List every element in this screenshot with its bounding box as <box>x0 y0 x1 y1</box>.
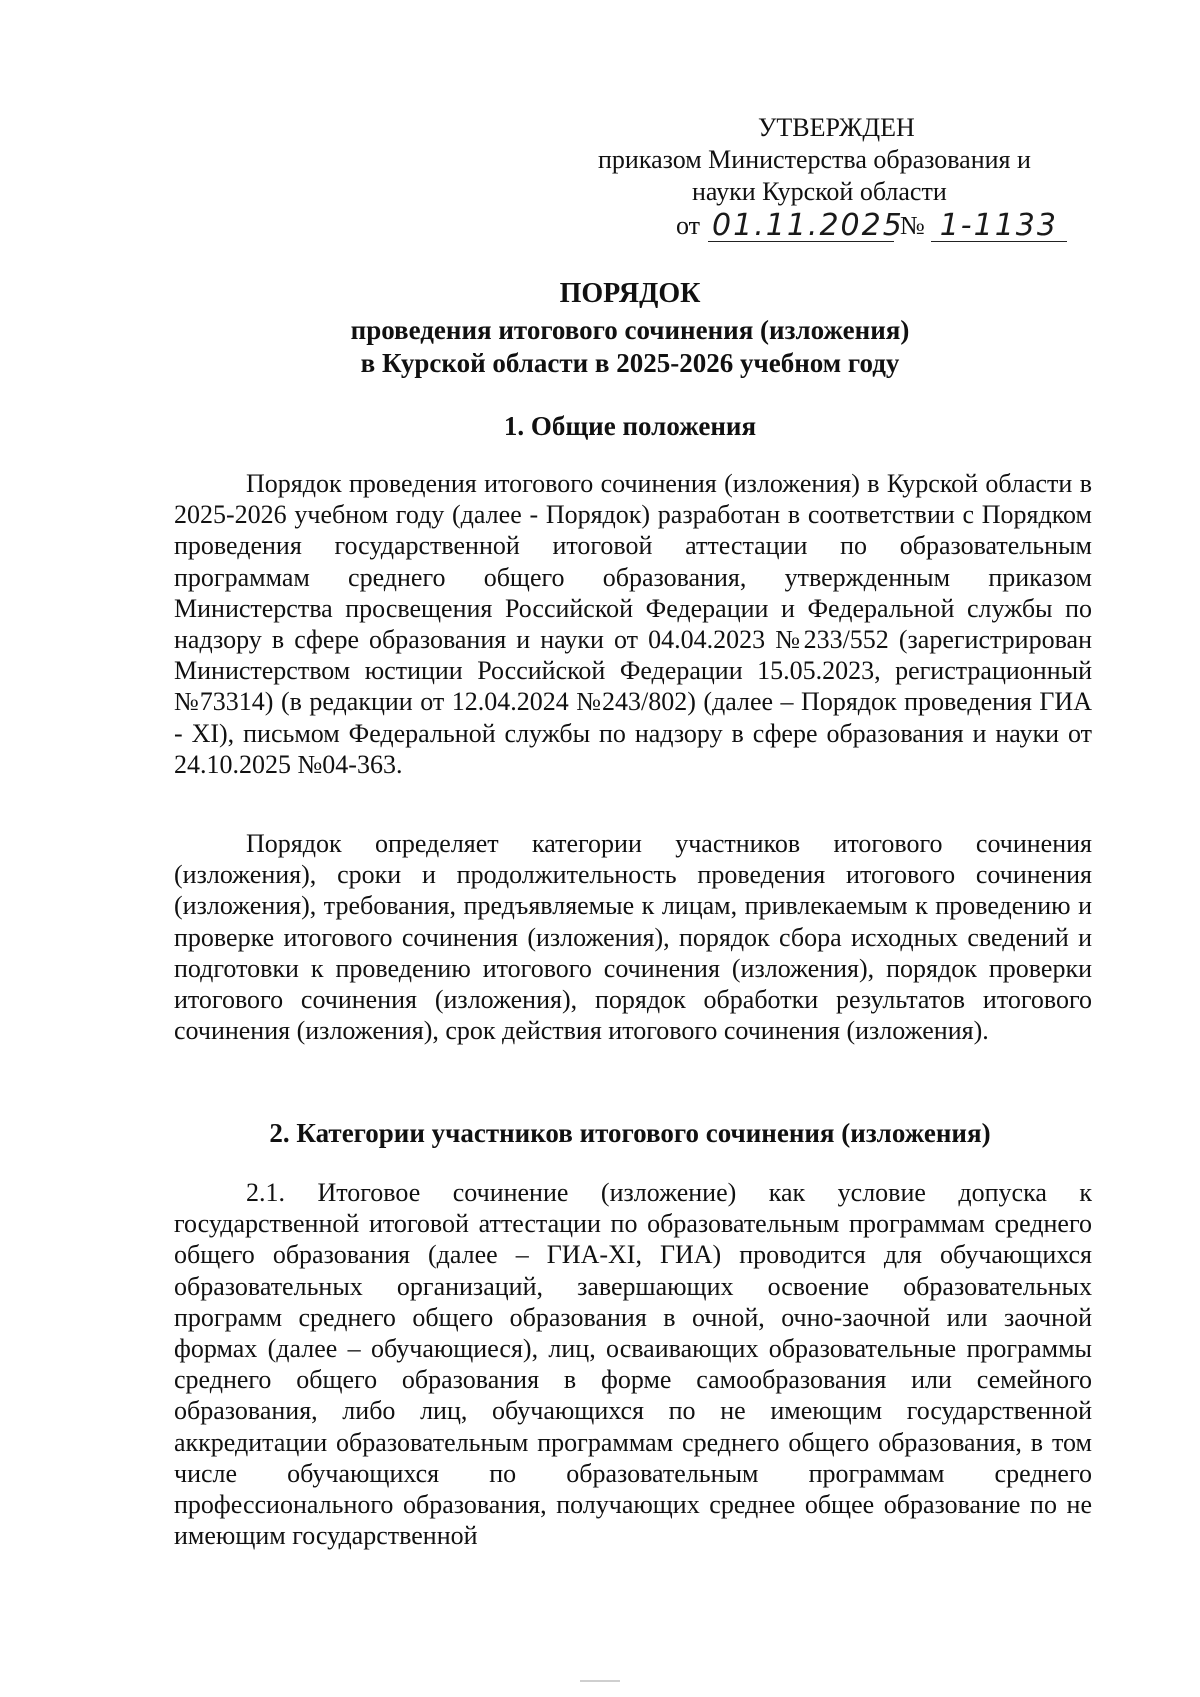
paragraph: Порядок проведения итогового сочинения (изложения) в Курской области в 2025-2026 учебном году (далее - Порядок) разработан в соответствии с Порядком проведения государственной итоговой аттестации по образовательным программам среднего общего образования, утвержденным приказом Министерства просвещения Российской Федерации и Федеральной службы по надзору в сфере образования и науки от 04.04.2023 №233/552 (зарегистрирован Министерством юстиции Российской Федерации 15.05.2023, регистрационный №73314) (в редакции от 12.04.2024 №243/802) (далее – Порядок проведения ГИА - XI), письмом Федеральной службы по надзору в сфере образования и науки от 24.10.2025 №04-363. <box>174 469 1092 779</box>
section-heading-general: 1. Общие положения <box>503 411 757 441</box>
section-heading-participants: 2. Категории участников итогового сочинения (изложения) <box>269 1118 991 1148</box>
date-prefix: от <box>676 211 701 240</box>
document-title: ПОРЯДОК <box>559 278 701 309</box>
number-sign: № <box>900 211 925 240</box>
approval-line-2: науки Курской области <box>692 177 947 206</box>
approval-stamp <box>598 112 1078 242</box>
document-subtitle-line-1: проведения итогового сочинения (изложения) <box>350 315 910 345</box>
paragraph: 2.1. Итоговое сочинение (изложение) как условие допуска к государственной итоговой аттестации по образовательным программам среднего общего образования (далее – ГИА-XI, ГИА) проводится для обучающихся образовательных организаций, завершающих освоение образовательных программ среднего общего образования в очной, очно-заочной или заочной формах (далее – обучающиеся), лиц, осваивающих образовательные программы среднего общего образования в форме самообразования или семейного образования, либо лиц, обучающихся по не имеющим государственной аккредитации образовательным программам среднего общего образования, в том числе обучающихся по образовательным программам среднего профессионального образования, получающих среднее общее образование по не имеющим государственной <box>174 1178 1092 1551</box>
handwritten-number: 1-1133 <box>931 211 1067 242</box>
document-subtitle-line-2: в Курской области в 2025-2026 учебном году <box>360 348 900 378</box>
approval-line-1: приказом Министерства образования и <box>598 145 1031 174</box>
approval-date-number <box>598 210 1078 242</box>
scan-mark <box>580 1680 620 1682</box>
paragraph: Порядок определяет категории участников итогового сочинения (изложения), сроки и продолжительность проведения итогового сочинения (изложения), требования, предъявляемые к лицам, привлекаемым к проведению и проверке итогового сочинения (изложения), порядок сбора исходных сведений и подготовки к проведению итогового сочинения (изложения), порядок проверки итогового сочинения (изложения), порядок обработки результатов итогового сочинения (изложения), срок действия итогового сочинения (изложения). <box>174 829 1092 1046</box>
handwritten-date: 01.11.2025 <box>708 211 894 242</box>
approval-title: УТВЕРЖДЕН <box>758 113 915 142</box>
